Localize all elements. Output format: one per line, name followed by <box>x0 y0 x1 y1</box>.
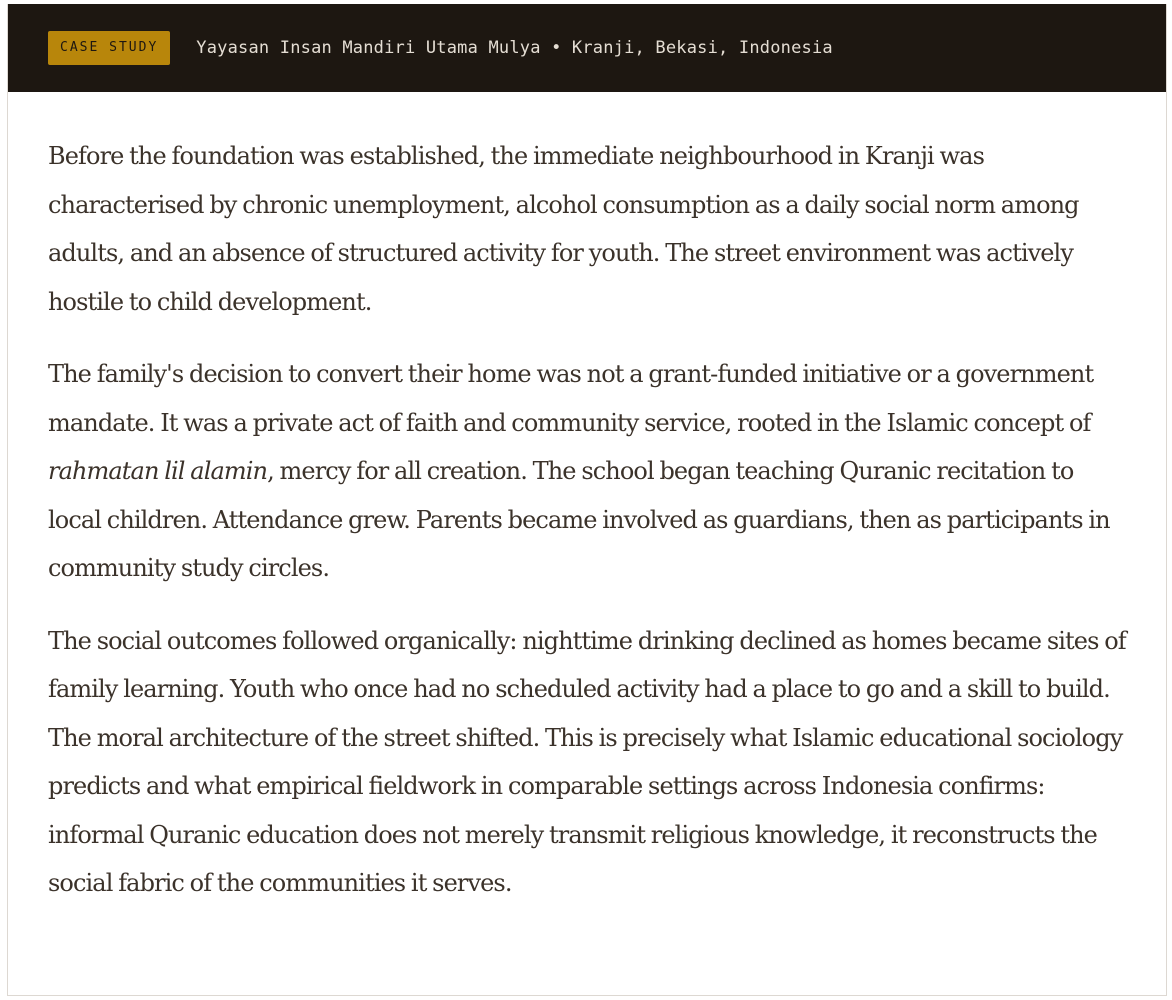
case-study-badge: CASE STUDY <box>48 31 170 65</box>
case-study-card <box>7 4 1167 996</box>
paragraph-2-before: The family's decision to convert their home was not a grant-funded initiative or a government mandate. It was a private act of faith and community service, rooted in the Islamic concept of <box>48 360 1094 437</box>
case-study-header <box>8 4 1166 92</box>
paragraph-3: The social outcomes followed organically: nighttime drinking declined as homes became sites of family learning. Youth who once had no scheduled activity had a place to go and a skill to build. The moral architecture of the street shifted. This is precisely what Islamic educational sociology predicts and what empirical fieldwork in comparable settings across Indonesia confirms: informal Quranic education does not merely transmit religious knowledge, it reconstructs the social fabric of the communities it serves. <box>48 626 1126 897</box>
paragraph-2-after: , mercy for all creation. The school began teaching Quranic recitation to local children. Attendance grew. Parents became involved as guardians, then as participants in community study circles. <box>48 457 1110 582</box>
paragraph-1: Before the foundation was established, the immediate neighbourhood in Kranji was characterised by chronic unemployment, alcohol consumption as a daily social norm among adults, and an absence of structured activity for youth. The street environment was actively hostile to child development. <box>48 142 1079 316</box>
case-study-body <box>8 92 1166 908</box>
paragraph-2-emphasis: rahmatan lil alamin <box>48 457 268 485</box>
paragraph-2 <box>48 350 1130 593</box>
case-study-title: Yayasan Insan Mandiri Utama Mulya • Kranji, Bekasi, Indonesia <box>196 38 833 58</box>
